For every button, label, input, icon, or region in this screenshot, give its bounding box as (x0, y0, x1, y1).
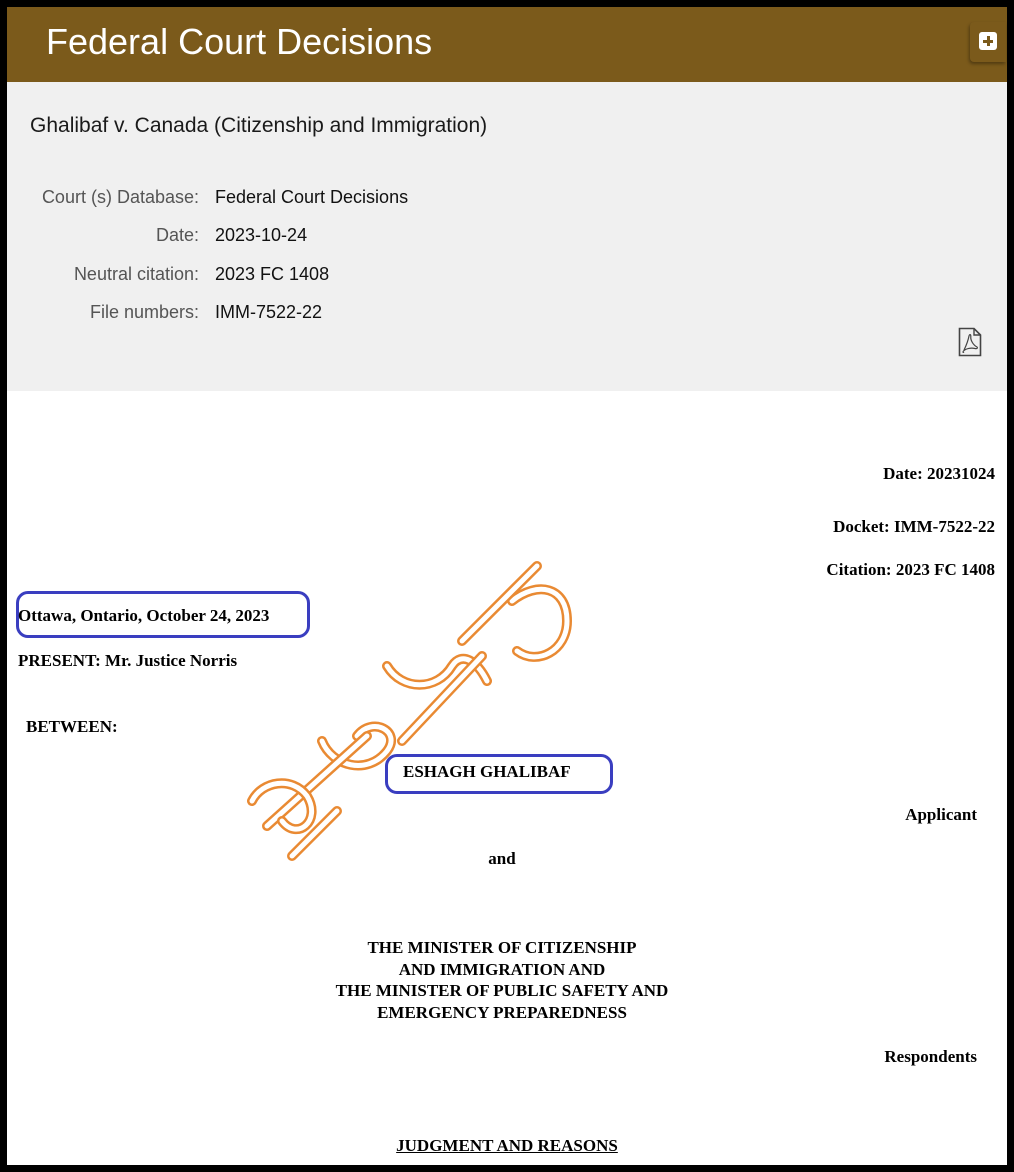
case-title: Ghalibaf v. Canada (Citizenship and Immigration) (30, 114, 488, 137)
stamp-watermark (237, 491, 627, 871)
meta-label: Neutral citation: (73, 264, 199, 284)
meta-value: 2023-10-24 (215, 225, 308, 245)
respondent-line: EMERGENCY PREPAREDNESS (377, 1002, 627, 1022)
doc-docket: Docket: IMM-7522-22 (833, 517, 995, 536)
applicant-role: Applicant (905, 805, 977, 824)
meta-label: File numbers: (89, 302, 199, 322)
page-title: Federal Court Decisions (46, 21, 433, 62)
meta-label: Date: (155, 225, 199, 245)
meta-label: Court (s) Database: (41, 187, 199, 207)
doc-citation: Citation: 2023 FC 1408 (826, 560, 995, 579)
respondent-role: Respondents (884, 1047, 977, 1066)
pdf-icon (958, 327, 982, 357)
respondent-names (207, 937, 797, 1023)
place-date-line: Ottawa, Ontario, October 24, 2023 (18, 606, 270, 625)
and-separator: and (488, 849, 516, 868)
case-summary-panel (7, 82, 1007, 391)
meta-row-citation (7, 264, 1007, 288)
expand-button[interactable] (970, 22, 1006, 62)
doc-date: Date: 20231024 (883, 464, 995, 483)
app-header (7, 7, 1007, 82)
respondent-line: THE MINISTER OF CITIZENSHIP (367, 938, 637, 957)
document-body (7, 391, 1007, 1172)
meta-row-database (7, 187, 1007, 211)
section-heading: JUDGMENT AND REASONS (396, 1136, 618, 1155)
meta-row-date (7, 225, 1007, 249)
meta-value: IMM-7522-22 (215, 302, 323, 322)
meta-value: Federal Court Decisions (215, 187, 409, 207)
respondent-line: THE MINISTER OF PUBLIC SAFETY AND (335, 981, 669, 1000)
between-label: BETWEEN: (26, 717, 118, 736)
pdf-download-button[interactable] (958, 327, 982, 357)
applicant-name: ESHAGH GHALIBAF (403, 762, 571, 781)
meta-row-file-numbers (7, 302, 1007, 326)
present-line: PRESENT: Mr. Justice Norris (18, 651, 238, 670)
meta-value: 2023 FC 1408 (215, 264, 330, 284)
plus-icon (979, 32, 997, 50)
respondent-line: AND IMMIGRATION AND (398, 959, 606, 979)
